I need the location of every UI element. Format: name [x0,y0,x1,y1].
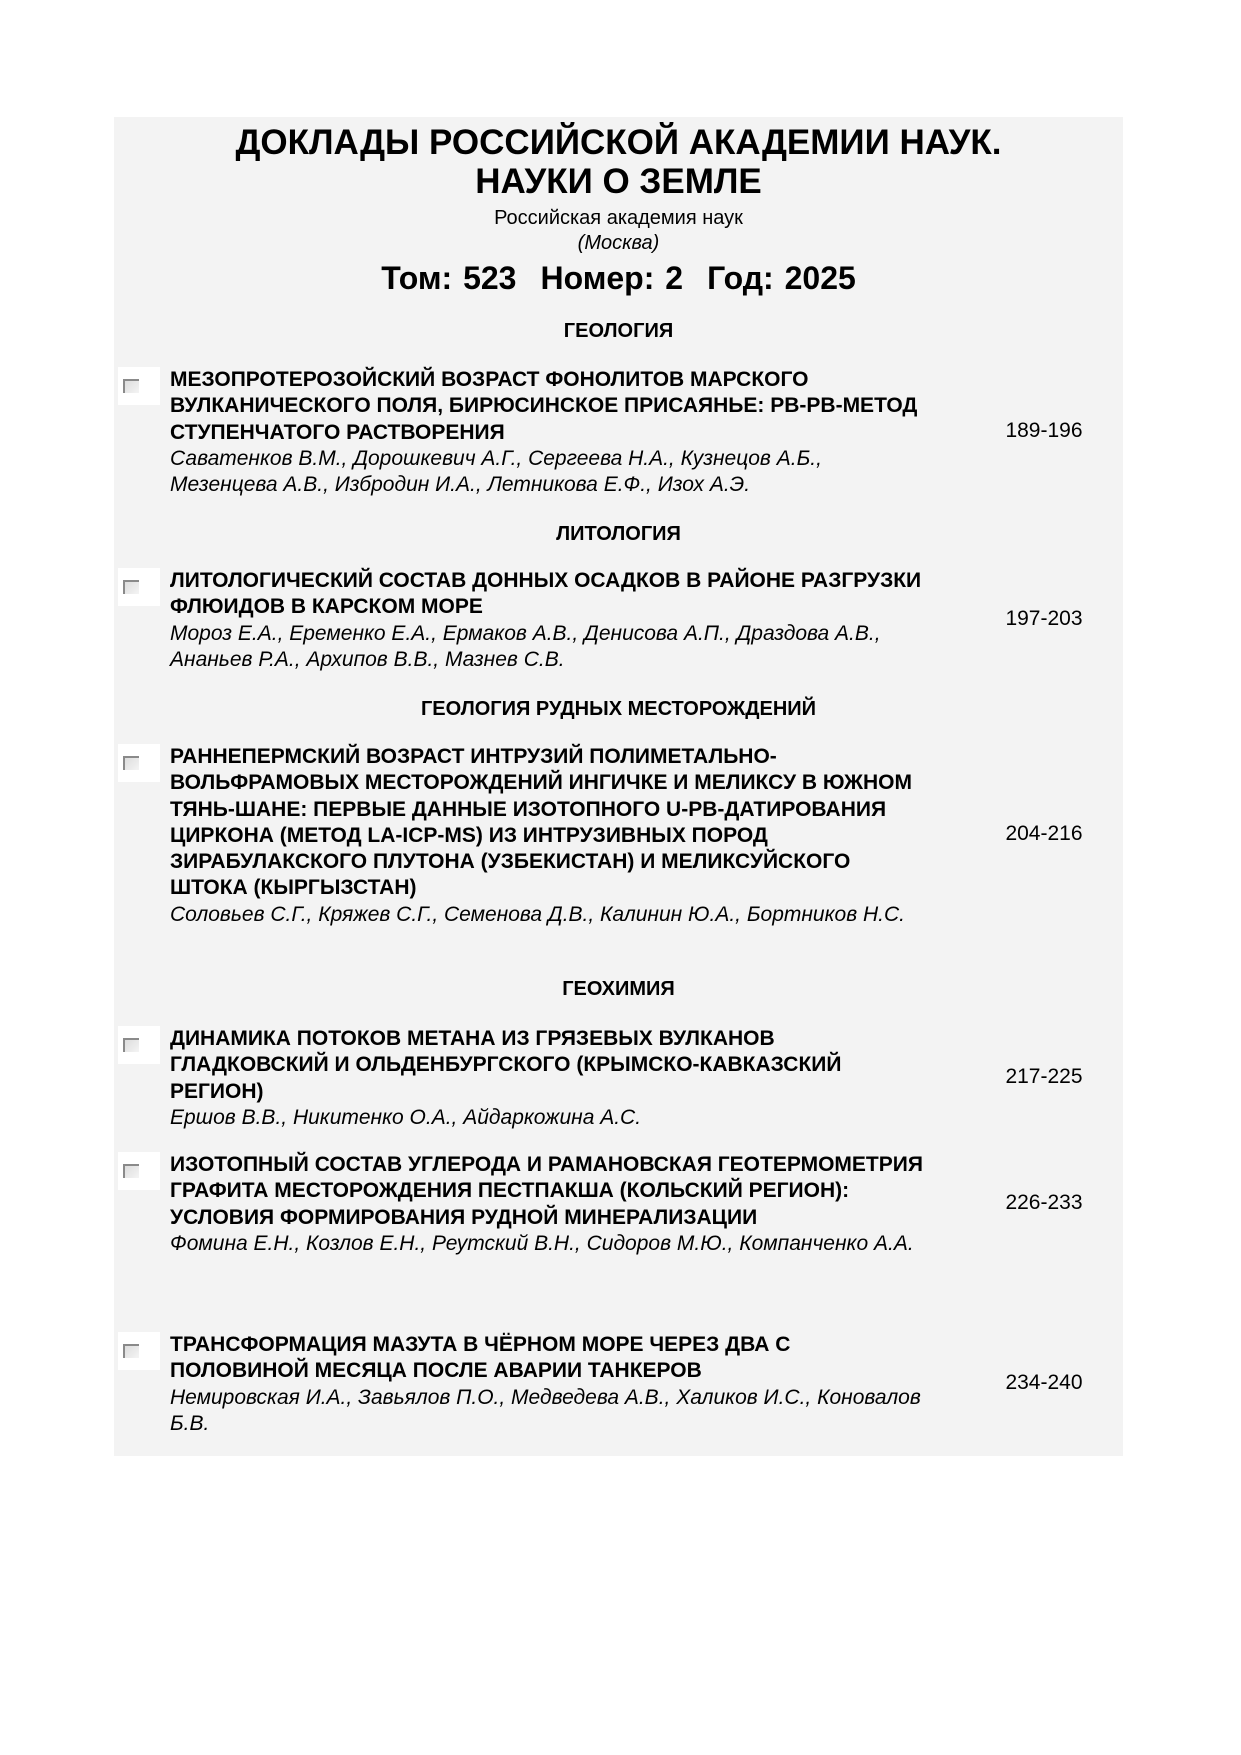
article-title[interactable]: РАННЕПЕРМСКИЙ ВОЗРАСТ ИНТРУЗИЙ ПОЛИМЕТАЛЬНО-ВОЛЬФРАМОВЫХ МЕСТОРОЖДЕНИЙ ИНГИЧКЕ И МЕЛИКСУ В ЮЖНОМ ТЯНЬ-ШАНЕ: ПЕРВЫЕ ДАННЫЕ ИЗОТОПНОГО U-PB-ДАТИРОВАНИЯ ЦИРКОНА (МЕТОД LA-ICP-MS) ИЗ ИНТРУЗИВНЫХ ПОРОД ЗИРАБУЛАКСКОГО ПЛУТОНА (УЗБЕКИСТАН) И МЕЛИКСУЙСКОГО ШТОКА (КЫРГЫЗСТАН) [170,745,912,900]
article-title[interactable]: ИЗОТОПНЫЙ СОСТАВ УГЛЕРОДА И РАМАНОВСКАЯ ГЕОТЕРМОМЕТРИЯ ГРАФИТА МЕСТОРОЖДЕНИЯ ПЕСТПАКША (КОЛЬСКИЙ РЕГИОН): УСЛОВИЯ ФОРМИРОВАНИЯ РУДНОЙ МИНЕРАЛИЗАЦИИ [170,1153,923,1229]
article-title[interactable]: МЕЗОПРОТЕРОЗОЙСКИЙ ВОЗРАСТ ФОНОЛИТОВ МАРСКОГО ВУЛКАНИЧЕСКОГО ПОЛЯ, БИРЮСИНСКОЕ ПРИСАЯНЬЕ: PB-PB-МЕТОД СТУПЕНЧАТОГО РАСТВОРЕНИЯ [170,368,918,444]
article-authors: Немировская И.А., Завьялов П.О., Медведева А.В., Халиков И.С., Коновалов Б.В. [170,1385,921,1435]
section-heading: ГЕОХИМИЯ [562,978,675,1000]
article-row [118,367,1118,498]
article-checkbox[interactable] [118,1332,160,1370]
publisher-city: (Москва) [577,232,660,254]
checkbox-icon [123,1164,139,1178]
article-authors: Фомина Е.Н., Козлов Е.Н., Реутский В.Н., Сидоров М.Ю., Компанченко А.А. [170,1231,914,1255]
journal-title-line1: ДОКЛАДЫ РОССИЙСКОЙ АКАДЕМИИ НАУК. [235,123,1002,162]
checkbox-icon [123,580,139,594]
article-checkbox[interactable] [118,1152,160,1190]
article-pages: 234-240 [1005,1370,1083,1394]
article-checkbox[interactable] [118,1026,160,1064]
article-row [118,568,1118,673]
section-heading: ГЕОЛОГИЯ [563,320,674,342]
article-authors: Саватенков В.М., Дорошкевич А.Г., Сергеева Н.А., Кузнецов А.Б., Мезенцева А.В., Избродин И.А., Летникова Е.Ф., Изох А.Э. [170,446,822,497]
publisher: Российская академия наук [494,207,743,229]
checkbox-icon [123,1344,139,1358]
volume: Том: 523 [381,260,517,296]
year: Год: 2025 [707,260,856,296]
checkbox-icon [123,379,139,393]
article-row [118,1026,1118,1131]
article-authors: Мороз Е.А., Еременко Е.А., Ермаков А.В., Денисова А.П., Драздова А.В., Ананьев Р.А., Архипов В.В., Мазнев С.В. [170,621,881,671]
article-row [118,1152,1118,1257]
journal-title-line2: НАУКИ О ЗЕМЛЕ [475,162,762,201]
article-pages: 226-233 [1005,1190,1083,1214]
checkbox-icon [123,756,139,770]
issue-info [114,260,1123,296]
issue-number: Номер: 2 [540,260,684,296]
article-title[interactable]: ДИНАМИКА ПОТОКОВ МЕТАНА ИЗ ГРЯЗЕВЫХ ВУЛКАНОВ ГЛАДКОВСКИЙ И ОЛЬДЕНБУРГСКОГО (КРЫМСКО-КАВКАЗСКИЙ РЕГИОН) [170,1027,842,1103]
article-row [118,744,1118,928]
article-authors: Соловьев С.Г., Кряжев С.Г., Семенова Д.В., Калинин Ю.А., Бортников Н.С. [170,902,905,926]
article-title[interactable]: ТРАНСФОРМАЦИЯ МАЗУТА В ЧЁРНОМ МОРЕ ЧЕРЕЗ ДВА С ПОЛОВИНОЙ МЕСЯЦА ПОСЛЕ АВАРИИ ТАНКЕРОВ [170,1333,791,1383]
checkbox-icon [123,1038,139,1052]
section-heading: ЛИТОЛОГИЯ [556,523,681,545]
article-checkbox[interactable] [118,367,160,405]
article-checkbox[interactable] [118,568,160,606]
journal-title [114,123,1123,201]
article-pages: 189-196 [1005,418,1083,442]
section-heading: ГЕОЛОГИЯ РУДНЫХ МЕСТОРОЖДЕНИЙ [420,698,817,720]
article-pages: 217-225 [1005,1064,1083,1088]
article-checkbox[interactable] [118,744,160,782]
article-pages: 204-216 [1005,822,1083,846]
article-title[interactable]: ЛИТОЛОГИЧЕСКИЙ СОСТАВ ДОННЫХ ОСАДКОВ В РАЙОНЕ РАЗГРУЗКИ ФЛЮИДОВ В КАРСКОМ МОРЕ [170,569,922,619]
article-row [118,1332,1118,1437]
article-pages: 197-203 [1005,606,1083,630]
article-authors: Ершов В.В., Никитенко О.А., Айдаркожина А.С. [170,1105,642,1129]
